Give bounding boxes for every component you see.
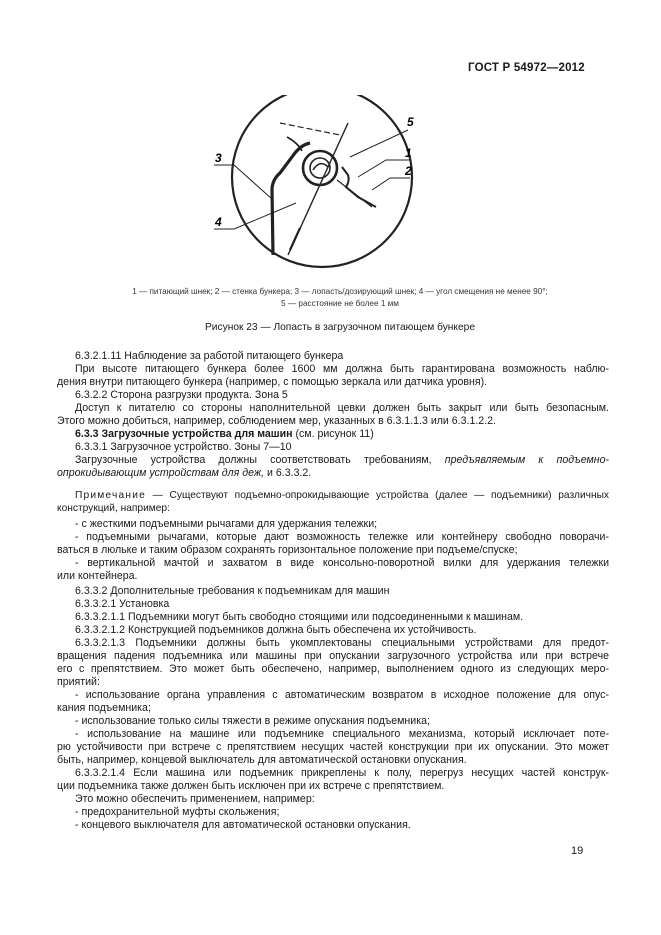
text-line: дения внутри питающего бункера (например, с помощью зеркала или датчика уровня).: [57, 376, 488, 388]
clause-6-3-3-2-1-3: 6.3.3.2.1.3 Подъемники должны быть укомплектованы специальными устройствами для предот-: [75, 637, 609, 649]
text-line: быть, например, концевой выключатель для автоматической остановки опускания.: [57, 754, 467, 766]
text-line: его с препятствием. Это может быть обеспечено, например, выполнением одного из следующих меро-: [57, 663, 609, 675]
clause-6-3-2-2: 6.3.2.2 Сторона разгрузки продукта. Зона 5: [75, 389, 288, 401]
clause-6-3-3-2-1-4: 6.3.3.2.1.4 Если машина или подъемник прикреплены к полу, перегруз несущих частей конструк-: [75, 767, 609, 779]
clause-6-3-3-2-1-1: 6.3.3.2.1.1 Подъемники могут быть свободно стоящими или подсоединенными к машинам.: [75, 611, 524, 623]
screw-outer: [303, 151, 337, 185]
text-line: приятий:: [57, 676, 100, 688]
heading-ref: (см. рисунок 11): [292, 428, 374, 440]
leader-5: [350, 130, 408, 157]
text-plain: Загрузочные устройства должны соответствовать требованиям,: [75, 454, 445, 466]
standard-number: ГОСТ Р 54972—2012: [468, 62, 585, 74]
list-item: - вертикальной мачтой и захватом в виде консольно-поворотной вилки для удержания тележки: [75, 557, 609, 569]
blade-diagram: [200, 95, 470, 295]
text-italic: опрокидывающим устройствам для деж,: [57, 467, 265, 479]
callout-2: 2: [405, 164, 412, 178]
list-item: - подъемными рычагами, которые дают возможность тележке или контейнеру свободно поворачи-: [75, 531, 609, 543]
note-line-1: [57, 489, 609, 502]
note-line-2: конструкций, например:: [57, 503, 170, 514]
figure-caption: Рисунок 23 — Лопасть в загрузочном питающем бункере: [205, 322, 475, 333]
clause-6-3-3-2: 6.3.3.2 Дополнительные требования к подъемникам для машин: [75, 585, 390, 597]
list-item: - с жесткими подъемными рычагами для удержания тележки;: [75, 518, 378, 530]
leader-4: [214, 203, 296, 229]
list-item: - использование только силы тяжести в режиме опускания подъемника;: [75, 715, 430, 727]
note-label: Примечание: [75, 490, 146, 501]
list-item: - предохранительной муфты скольжения;: [75, 806, 280, 818]
text-line: Этого можно добиться, например, соблюдением мер, указанных в 6.3.1.1.3 или 6.3.1.2.2.: [57, 415, 496, 427]
list-item: - использование органа управления с автоматическим возвратом в исходное положение для опус-: [75, 689, 609, 701]
text-line: кания подъемника;: [57, 702, 151, 714]
text-line: ваться в люльке и таким образом сохранять горизонтальное положение при подъеме/спуске;: [57, 544, 518, 556]
clause-6-3-2-1-11: 6.3.2.1.11 Наблюдение за работой питающего бункера: [75, 350, 344, 362]
leader-2: [372, 178, 410, 190]
text-plain: и 6.3.3.2.: [264, 467, 312, 479]
list-item: - использование на машине или подъемнике специального механизма, который исключает поте-: [75, 728, 609, 740]
text-line: [57, 467, 609, 480]
figure-23-drawing: [200, 95, 470, 295]
figure-legend-line-1: 1 — питающий шнек; 2 — стенка бункера; 3 — лопасть/дозирующий шнек; 4 — угол смещения не менее 90°;: [132, 287, 548, 296]
text-line: вращения падения подъемника или машины при опускании загрузочного устройства или при встрече: [57, 650, 609, 662]
clause-6-3-3-2-1-2: 6.3.3.2.1.2 Конструкцией подъемников должна быть обеспечена их устойчивость.: [75, 624, 477, 636]
callout-4: 4: [215, 215, 222, 229]
page-number: 19: [571, 845, 584, 857]
figure-legend-line-2: 5 — расстояние не более 1 мм: [281, 299, 399, 308]
text-line: При высоте питающего бункера более 1600 мм должна быть гарантирована возможность наблю-: [75, 363, 609, 375]
text-line: рю устойчивости при встрече с препятствием несущих частей конструкции при их опускании. Это может: [57, 741, 609, 753]
leader-1: [358, 160, 410, 177]
callout-3: 3: [215, 151, 222, 165]
text-line: Это можно обеспечить применением, например:: [75, 793, 315, 805]
leader-3: [214, 165, 272, 199]
text-line: ции подъемника также должен быть исключен при их встрече с препятствием.: [57, 780, 445, 792]
clause-6-3-3-heading: [57, 428, 609, 441]
text-line: или контейнера.: [57, 570, 138, 582]
text-italic: предъявляемым к подъемно-: [444, 454, 609, 466]
callout-1: 1: [405, 146, 412, 160]
list-item: - концевого выключателя для автоматической остановки опускания.: [75, 819, 411, 831]
clause-6-3-3-1: 6.3.3.1 Загрузочное устройство. Зоны 7—10: [75, 441, 292, 453]
text-line: [57, 454, 609, 467]
text-line: Доступ к питателю со стороны наполнительной цевки должен быть закрыт или быть безопасным.: [75, 402, 609, 414]
clause-6-3-3-2-1: 6.3.3.2.1 Установка: [75, 598, 170, 610]
callout-5: 5: [407, 115, 414, 129]
note-text: — Существуют подъемно-опрокидывающие устройства (далее — подъемники) различных: [145, 490, 609, 501]
heading-bold: 6.3.3 Загрузочные устройства для машин: [75, 428, 293, 440]
